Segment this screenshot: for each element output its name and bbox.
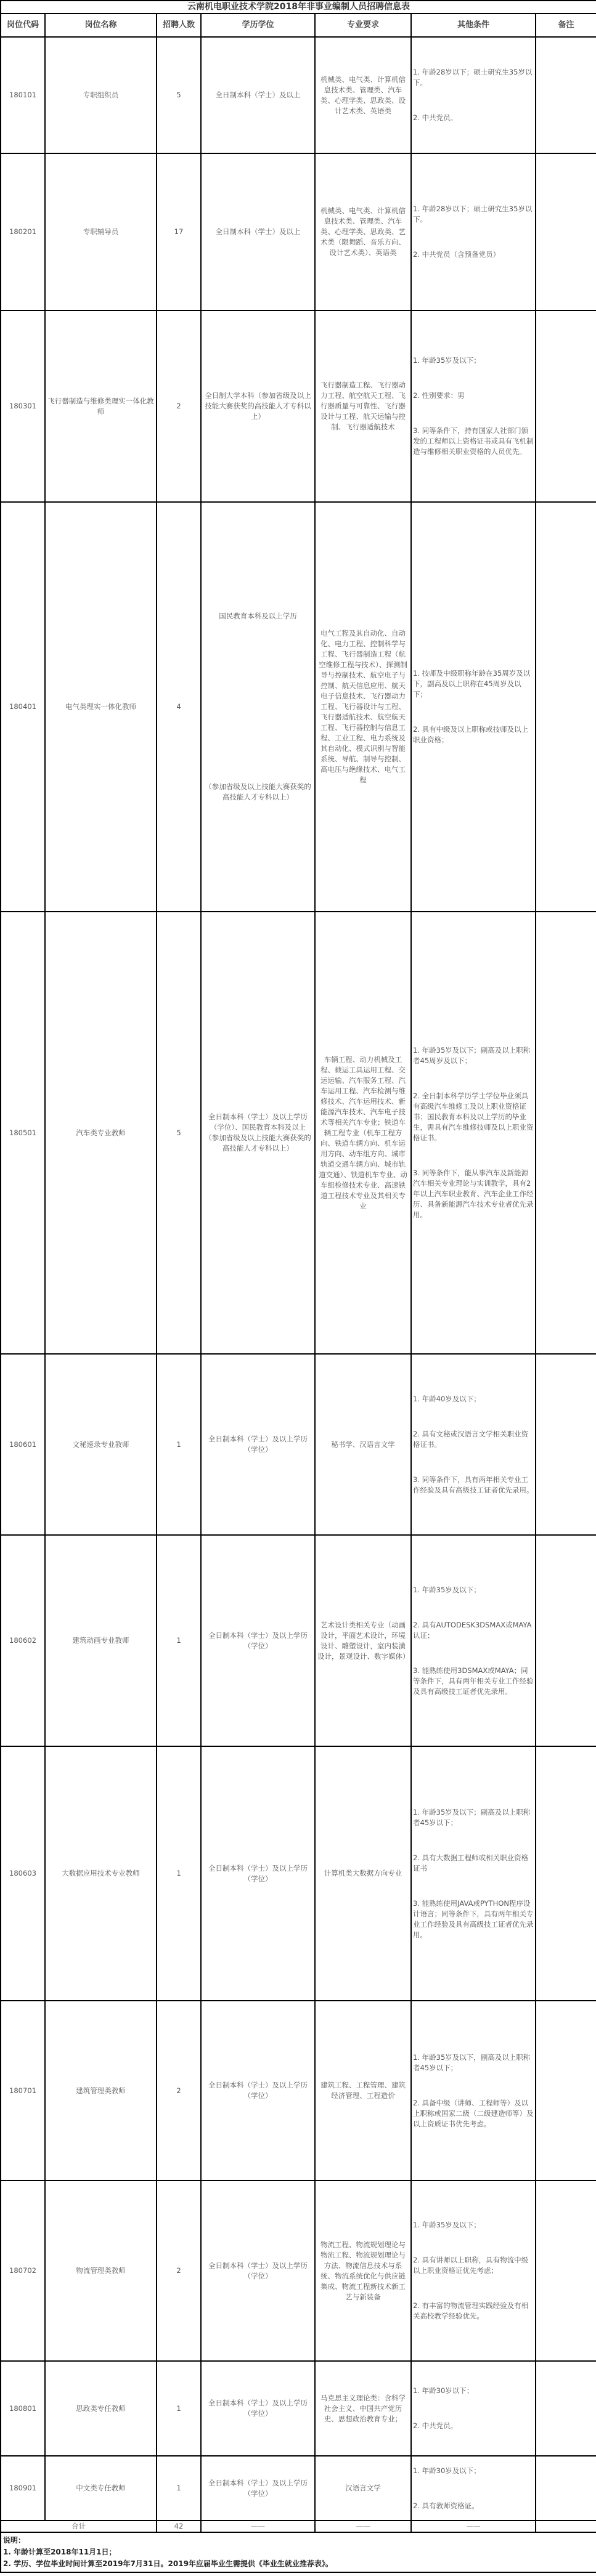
education-text: 全日制大学本科（参加省级及以上技能大赛获奖的高技能人才专科以上）	[205, 391, 311, 421]
condition-item: 2. 中共党员。	[413, 113, 458, 122]
remarks	[536, 153, 596, 310]
other-conditions	[411, 37, 536, 153]
total-major: ——	[315, 2521, 411, 2532]
hire-count: 4	[157, 502, 201, 912]
position-name: 物流管理类教师	[45, 2181, 157, 2361]
education-text: 全日制本科（学士）及以上学历（学位）	[208, 1435, 308, 1454]
hire-count: 5	[157, 912, 201, 1354]
education-text: 全日制本科（学士）及以上学历（学位）	[208, 2478, 308, 2498]
condition-item: 2. 中共党员。	[413, 2421, 458, 2430]
condition-item: 1. 年龄35岁及以下；副高及以上职称者45岁以下；	[413, 1807, 531, 1827]
table-row	[1, 153, 596, 310]
education-requirement	[201, 502, 315, 912]
condition-item: 3. 能熟练使用3DSMAX或MAYA；同等条件下，具有两年相关专业工作经验及具有高级技工证者优先录用。	[413, 1666, 534, 1696]
major-requirement: 电气工程及其自动化、自动化、电力工程、控制科学与工程、飞行器制造工程（航空维修工程与技术）、探测制导与控制技术、航空电子与控制、航天信息应用、航天电子信息技术、飞行器动力工程、飞行器设计与工程、飞行器适航技术、航空航天工程、飞行器控制与信息工程、工业工程、电力系统及其自动化、模式识别与智能系统、导航、制导与控制、高电压与绝缘技术、电气工程	[315, 502, 411, 912]
table-row	[1, 2456, 596, 2521]
note-item: 1. 年龄计算至2018年11月1日；	[3, 2548, 116, 2556]
position-code: 180501	[1, 912, 45, 1354]
condition-item: 2. 性别要求：男	[413, 391, 465, 400]
position-code: 180901	[1, 2456, 45, 2521]
position-name: 中文类专任教师	[45, 2456, 157, 2521]
education-requirement	[201, 153, 315, 310]
hire-count: 2	[157, 2181, 201, 2361]
condition-item: 2. 全日制本科学历学士学位毕业须具有高级汽车维修工及以上职业资格证书；国民教育本科及以上学历的毕业生，需具有汽车维修技师及以上职业资格证书。	[413, 1092, 534, 1142]
position-name: 电气类理实一体化教师	[45, 502, 157, 912]
hire-count: 1	[157, 1535, 201, 1746]
condition-item: 3. 能熟练使用JAVA或PYTHON程序设计语言；同等条件下，具有两年相关专业工作经验及具有高级技工证者优先录用。	[413, 1898, 534, 1939]
position-name: 建筑管理类教师	[45, 2001, 157, 2181]
education-requirement	[201, 2001, 315, 2181]
condition-item: 1. 年龄28岁以下；硕士研究生35岁以下。	[413, 68, 533, 87]
position-name: 飞行器制造与维修类理实一体化教师	[45, 310, 157, 502]
header-name: 岗位名称	[45, 14, 157, 37]
other-conditions	[411, 1535, 536, 1746]
position-code: 180701	[1, 2001, 45, 2181]
table-row	[1, 2181, 596, 2361]
condition-item: 2. 具有教师资格证。	[413, 2501, 479, 2510]
table-row	[1, 310, 596, 502]
table-row	[1, 1535, 596, 1746]
header-major: 专业要求	[315, 14, 411, 37]
hire-count: 1	[157, 1354, 201, 1535]
hire-count: 5	[157, 37, 201, 153]
header-count: 招聘人数	[157, 14, 201, 37]
position-name: 专职组织员	[45, 37, 157, 153]
condition-item: 2. 具有中级及以上职称或技师及以上职业资格；	[413, 725, 529, 744]
table-row	[1, 1354, 596, 1535]
condition-item: 1. 年龄28岁以下；硕士研究生35岁以下。	[413, 205, 533, 224]
education-requirement	[201, 1354, 315, 1535]
condition-item: 2. 具有文秘或汉语言文学相关职业资格证书。	[413, 1429, 529, 1449]
other-conditions	[411, 2001, 536, 2181]
position-name: 建筑动画专业教师	[45, 1535, 157, 1746]
position-code: 180301	[1, 310, 45, 502]
remarks	[536, 1746, 596, 2001]
hire-count: 1	[157, 2361, 201, 2456]
position-name: 思政类专任教师	[45, 2361, 157, 2456]
condition-item: 2. 有丰富的物流管理实践经验及有相关高校教学经验优先。	[413, 2301, 529, 2320]
condition-item: 2. 具备中级（讲师、工程师等）及以上职称或国家二级（二级建造师等）及以上资质证书优先考虑。	[413, 2098, 534, 2128]
condition-item: 1. 年龄35岁及以下；副高及以上职称者45周岁及以下；	[413, 1046, 531, 1065]
condition-item: 1. 年龄35岁及以下；	[413, 2221, 481, 2229]
major-requirement: 汉语言文学	[315, 2456, 411, 2521]
table-title: 云南机电职业技术学院2018年非事业编制人员招聘信息表	[1, 1, 596, 14]
table-row	[1, 2001, 596, 2181]
hire-count: 17	[157, 153, 201, 310]
position-code: 180603	[1, 1746, 45, 2001]
education-text: 全日制本科（学士）及以上学历（学位）	[208, 2081, 308, 2100]
other-conditions	[411, 1354, 536, 1535]
position-code: 180201	[1, 153, 45, 310]
condition-item: 1. 年龄40岁及以下；	[413, 1394, 481, 1403]
education-requirement	[201, 37, 315, 153]
position-code: 180401	[1, 502, 45, 912]
major-requirement: 机械类、电气类、计算机信息技术类、管理类、汽车类、心理学类、思政类、艺术类（限舞蹈、音乐方向、设计艺术类）、英语类	[315, 153, 411, 310]
table-row	[1, 2361, 596, 2456]
hire-count: 2	[157, 310, 201, 502]
major-requirement: 车辆工程、动力机械及工程、载运工具运用工程、交运运输、汽车服务工程、汽车运用工程、汽车检测与维修技术、汽车运用技术、新能源汽车技术、汽车电子技术等相关汽车专业；铁道车辆工程专业（机车工程方向、铁道车辆方向、机车运用方向、动车组方向、城市轨道交通车辆方向、城市轨道交通）、铁道机车专业、动车组检修技术专业、高速铁道工程技术专业及其相关专业	[315, 912, 411, 1354]
condition-item: 1. 年龄35岁及以下；	[413, 1585, 481, 1594]
remarks	[536, 37, 596, 153]
total-count: 42	[157, 2521, 201, 2532]
education-requirement	[201, 912, 315, 1354]
condition-item: 1. 年龄35岁及以下，副高及以上职称者45岁以下；	[413, 2052, 531, 2072]
notes	[1, 2532, 596, 2572]
condition-item: 1. 技师及中级职称年龄在35周岁及以下，副高及以上职称在45周岁及以下；	[413, 669, 531, 699]
other-conditions	[411, 1746, 536, 2001]
major-requirement: 机械类、电气类、计算机信息技术类、管理类、汽车类、心理学类、思政类、设计艺术类、英语类	[315, 37, 411, 153]
table-row	[1, 1746, 596, 2001]
header-education: 学历学位	[201, 14, 315, 37]
condition-item: 2. 具有大数据工程师或相关职业资格证书	[413, 1853, 529, 1873]
education-note: （参加省级及以上技能大赛获奖的高技能人才专科以上）	[205, 782, 311, 801]
other-conditions	[411, 912, 536, 1354]
notes-heading: 说明：	[3, 2536, 26, 2545]
header-remarks: 备注	[536, 14, 596, 37]
position-name: 大数据应用技术专业教师	[45, 1746, 157, 2001]
major-requirement: 计算机类大数据方向专业	[315, 1746, 411, 2001]
remarks	[536, 2181, 596, 2361]
other-conditions	[411, 2456, 536, 2521]
position-code: 180601	[1, 1354, 45, 1535]
remarks	[536, 2456, 596, 2521]
education-text: 全日制本科（学士）及以上学历（学位）、国民教育本科及以上（参加省级及以上技能大赛获奖的高技能人才专科以上）	[205, 1112, 311, 1152]
condition-item: 3. 同等条件下，能从事汽车及新能源汽车相关专业理论与实训教学，具有2年以上汽车职业教育、汽车企业工作经历、具备新能源汽车技术专业者优先录用。	[413, 1169, 534, 1219]
education-text: 全日制本科（学士）及以上	[215, 227, 301, 236]
condition-item: 1. 年龄30岁以下；	[413, 2386, 474, 2395]
other-conditions	[411, 153, 536, 310]
table-row	[1, 502, 596, 912]
other-conditions	[411, 2181, 536, 2361]
education-requirement	[201, 2361, 315, 2456]
remarks	[536, 502, 596, 912]
education-requirement	[201, 1535, 315, 1746]
header-code: 岗位代码	[1, 14, 45, 37]
condition-item: 1. 年龄35岁及以下；	[413, 356, 481, 365]
education-text: 全日制本科（学士）及以上学历（学位）	[208, 1630, 308, 1650]
table-row	[1, 912, 596, 1354]
major-requirement: 秘书学、汉语言文学	[315, 1354, 411, 1535]
condition-item: 1. 年龄30岁及以下；	[413, 2466, 481, 2475]
header-conditions: 其他条件	[411, 14, 536, 37]
education-requirement	[201, 2456, 315, 2521]
remarks	[536, 310, 596, 502]
major-requirement: 飞行器制造工程、飞行器动力工程、航空航天工程、飞行器质量与可靠性、飞行器设计与工程、航天运输与控制、飞行器适航技术	[315, 310, 411, 502]
position-code: 180101	[1, 37, 45, 153]
other-conditions	[411, 502, 536, 912]
condition-item: 2. 中共党员（含预备党员）	[413, 250, 500, 259]
education-text: 全日制本科（学士）及以上学历（学位）	[208, 2261, 308, 2280]
education-text: 国民教育本科及以上学历	[219, 612, 297, 620]
remarks	[536, 1354, 596, 1535]
notes-row	[1, 2532, 596, 2572]
position-name: 文秘速录专业教师	[45, 1354, 157, 1535]
condition-item: 3. 同等条件下，具有两年相关专业工作经验及具有高级技工证者优先录用。	[413, 1475, 534, 1494]
position-name: 专职辅导员	[45, 153, 157, 310]
hire-count: 1	[157, 1746, 201, 2001]
table-body	[1, 37, 596, 2521]
total-conditions: ——	[411, 2521, 536, 2532]
position-code: 180702	[1, 2181, 45, 2361]
other-conditions	[411, 310, 536, 502]
hire-count: 1	[157, 2456, 201, 2521]
education-requirement	[201, 2181, 315, 2361]
hire-count: 2	[157, 2001, 201, 2181]
remarks	[536, 1535, 596, 1746]
education-text: 全日制本科（学士）及以上	[215, 91, 301, 99]
total-education: ——	[201, 2521, 315, 2532]
position-name: 汽车类专业教师	[45, 912, 157, 1354]
position-code: 180602	[1, 1535, 45, 1746]
major-requirement: 物流工程、物流规划理论与物流工程、物流规划理论与方法、物流信息技术与系统、物流系统优化与供应链集成、物流工程新技术新工艺与新装备	[315, 2181, 411, 2361]
major-requirement: 艺术设计类相关专业（动画设计，平面艺术设计，环境设计、雕塑设计，室内装潢设计，景观设计、数字媒体）	[315, 1535, 411, 1746]
education-requirement	[201, 310, 315, 502]
note-item: 2. 学历、学位毕业时间计算至2019年7月31日。2019年应届毕业生需提供《毕业生就业推荐表》。	[3, 2559, 333, 2568]
position-code: 180801	[1, 2361, 45, 2456]
other-conditions	[411, 2361, 536, 2456]
table-row	[1, 37, 596, 153]
condition-item: 2. 具有AUTODESK3DSMAX或MAYA认证；	[413, 1620, 532, 1640]
major-requirement: 建筑工程、工程管理、建筑经济管理、工程造价	[315, 2001, 411, 2181]
major-requirement: 马克思主义理论类：含科学社会主义、中国共产党历史、思想政治教育专业；	[315, 2361, 411, 2456]
total-remarks	[536, 2521, 596, 2532]
remarks	[536, 2361, 596, 2456]
remarks	[536, 912, 596, 1354]
total-label: 合计	[1, 2521, 157, 2532]
condition-item: 2. 具有讲师以上职称，具有物流中级以上职业资格证优先考虑；	[413, 2256, 529, 2275]
condition-item: 3. 同等条件下，持有国家人社部门颁发的工程师以上资格证书或具有飞机制造与维修相关职业资格的人员优先。	[413, 426, 534, 456]
total-row	[1, 2521, 596, 2532]
education-text: 全日制本科（学士）及以上学历（学位）	[208, 1863, 308, 1883]
remarks	[536, 2001, 596, 2181]
education-text: 全日制本科（学士）及以上学历（学位）	[208, 2399, 308, 2418]
education-requirement	[201, 1746, 315, 2001]
